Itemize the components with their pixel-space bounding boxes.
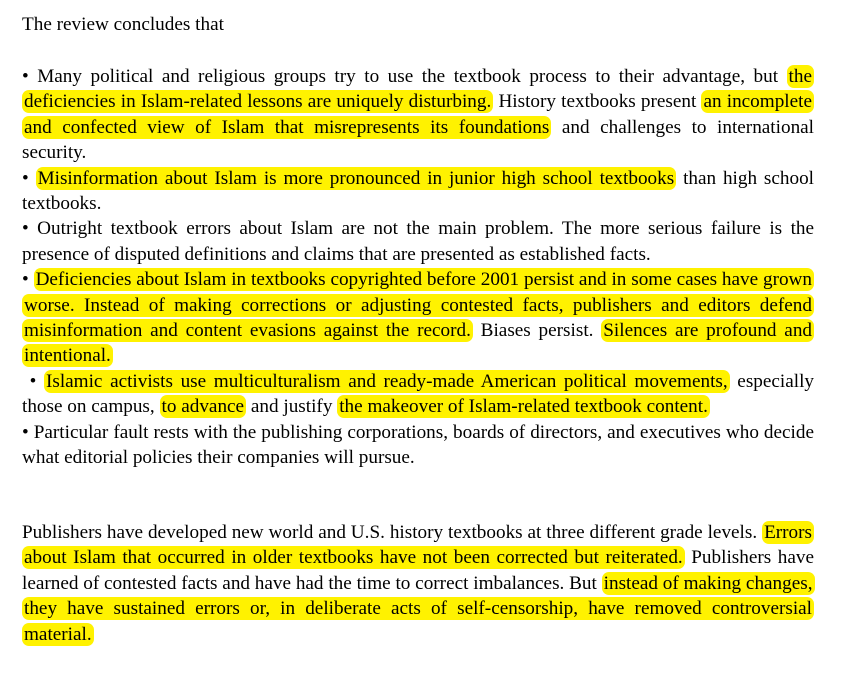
highlighted-text: an incomplete and confected view of Islam that misrepresents its foundations	[24, 91, 812, 138]
closing-paragraph	[22, 520, 814, 647]
bullet-text: Many political and religious groups try to use the textbook process to their advantage, but	[37, 66, 779, 87]
bullet-item-3	[22, 216, 814, 267]
bullet-text: History textbooks present	[498, 91, 697, 113]
bullet-marker: •	[22, 421, 29, 443]
bullet-text: and justify	[250, 396, 333, 418]
intro-line: The review concludes that	[22, 14, 224, 35]
bullet-marker: •	[22, 218, 29, 240]
bullet-item-1	[22, 64, 814, 166]
bullet-item-5	[22, 369, 814, 420]
highlighted-text: Errors about Islam that occurred in older textbooks have not been corrected but reiterated.	[24, 522, 813, 569]
highlighted-text: Islamic activists use multiculturalism and ready-made American political movements,	[45, 370, 728, 392]
bullet-text: than high school textbooks.	[22, 167, 815, 215]
highlighted-text: the deficiencies in Islam-related lessons are uniquely disturbing.	[24, 66, 812, 113]
bullet-list	[22, 64, 814, 471]
bullet-marker: •	[22, 167, 29, 189]
paragraph-text: Publishers have learned of contested facts and have had the time to correct imbalances. But	[22, 547, 814, 594]
bullet-text: and challenges to international security.	[22, 116, 815, 164]
bullet-item-4	[22, 267, 814, 369]
bullet-marker: •	[22, 269, 29, 291]
highlighted-text: Silences are profound and intentional.	[24, 320, 813, 367]
highlighted-text: the makeover of Islam-related textbook content.	[339, 396, 708, 418]
highlighted-text: to advance	[161, 396, 245, 418]
bullet-marker: •	[29, 370, 37, 392]
bullet-item-6	[22, 420, 814, 471]
bullet-text: Outright textbook errors about Islam are not the main problem. The more serious failure is the presence of disputed definitions and claims that are presented as established facts.	[22, 218, 815, 265]
bullet-marker: •	[22, 66, 29, 87]
highlighted-text: Deficiencies about Islam in textbooks copyrighted before 2001 persist and in some cases have grown worse. Instead of making corrections or adjusting contested facts, publishers and editors defend misinformation and content evasions against the record.	[24, 269, 812, 342]
paragraph-text: Publishers have developed new world and U.S. history textbooks at three different grade levels.	[22, 522, 758, 543]
highlighted-text: instead of making changes, they have sustained errors or, in deliberate acts of self-censorship, have removed controversial material.	[24, 572, 813, 645]
bullet-text: especially those on campus,	[22, 370, 815, 418]
bullet-text: Particular fault rests with the publishing corporations, boards of directors, and executives who decide what editorial policies their companies will pursue.	[22, 421, 814, 469]
bullet-text: Biases persist.	[480, 320, 594, 342]
bullet-item-2	[22, 166, 814, 217]
highlighted-text: Misinformation about Islam is more pronounced in junior high school textbooks	[37, 167, 675, 189]
